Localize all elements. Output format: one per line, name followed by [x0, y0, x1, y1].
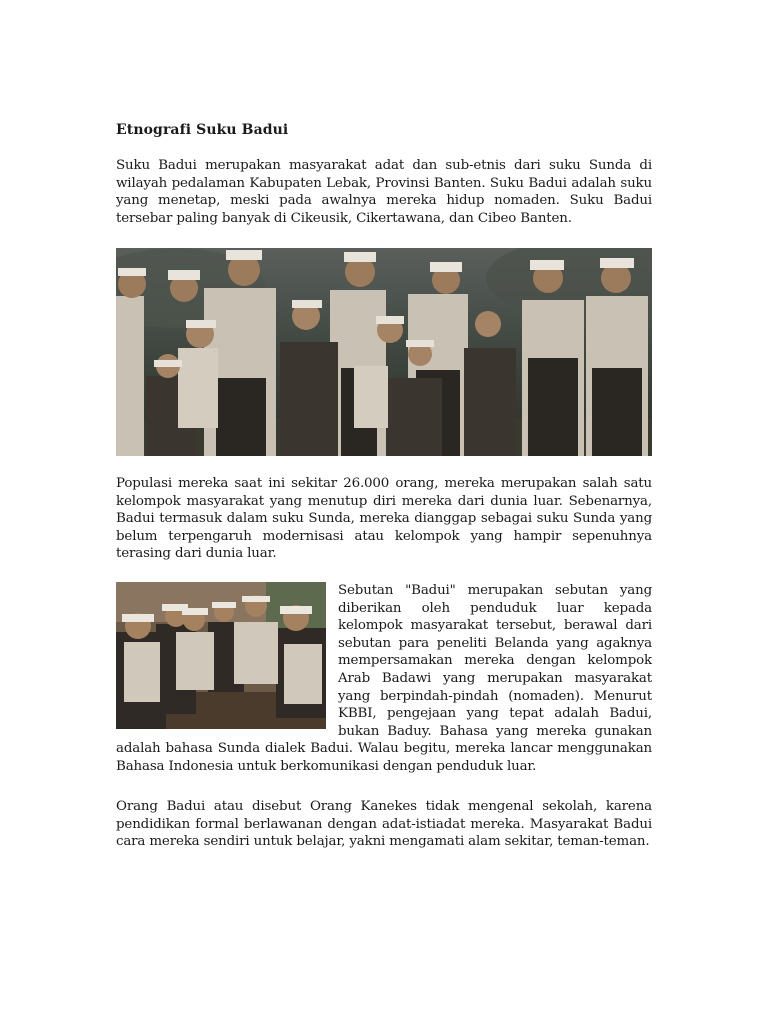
document-title: Etnografi Suku Badui — [116, 122, 289, 138]
group-photo — [116, 248, 652, 456]
seated-group-photo — [116, 582, 326, 729]
paragraph-population: Populasi mereka saat ini sekitar 26.000 orang, mereka merupakan salah satu kelompok masyarakat yang menutup diri mereka dari dunia luar. Sebenarnya, Badui termasuk dalam suku Sunda, mereka dianggap sebagai suku Sunda yang belum terpengaruh modernisasi atau kelompok yang hampir sepenuhnya terasing dari dunia luar. — [116, 476, 652, 562]
paragraph-intro: Suku Badui merupakan masyarakat adat dan sub-etnis dari suku Sunda di wilayah pedalaman Kabupaten Lebak, Provinsi Banten. Suku Badui adalah suku yang menetap, meski pada awalnya mereka hidup nomaden. Suku Badui tersebar paling banyak di Cikeusik, Cikertawana, dan Cibeo Banten. — [116, 158, 652, 226]
paragraph-name-origin: Sebutan "Badui" merupakan sebutan yang diberikan oleh penduduk luar kepada kelompok masyarakat tersebut, berawal dari sebutan para peneliti Belanda yang agaknya mempersamakan mereka dengan kelompok Arab Badawi yang merupakan masyarakat yang berpindah-pindah (nomaden). Menurut KBBI, pengejaan yang tepat adalah Badui, bukan Baduy. Bahasa yang mereka gunakan adalah bahasa Sunda dialek Badui. Walau begitu, mereka lancar menggunakan Bahasa Indonesia untuk berkomunikasi dengan penduduk luar. — [116, 583, 652, 774]
paragraph-name-origin-block — [116, 582, 652, 776]
paragraph-education: Orang Badui atau disebut Orang Kanekes tidak mengenal sekolah, karena pendidikan formal berlawanan dengan adat-istiadat mereka. Masyarakat Badui cara mereka sendiri untuk belajar, yakni mengamati alam sekitar, teman-teman. — [116, 799, 652, 850]
